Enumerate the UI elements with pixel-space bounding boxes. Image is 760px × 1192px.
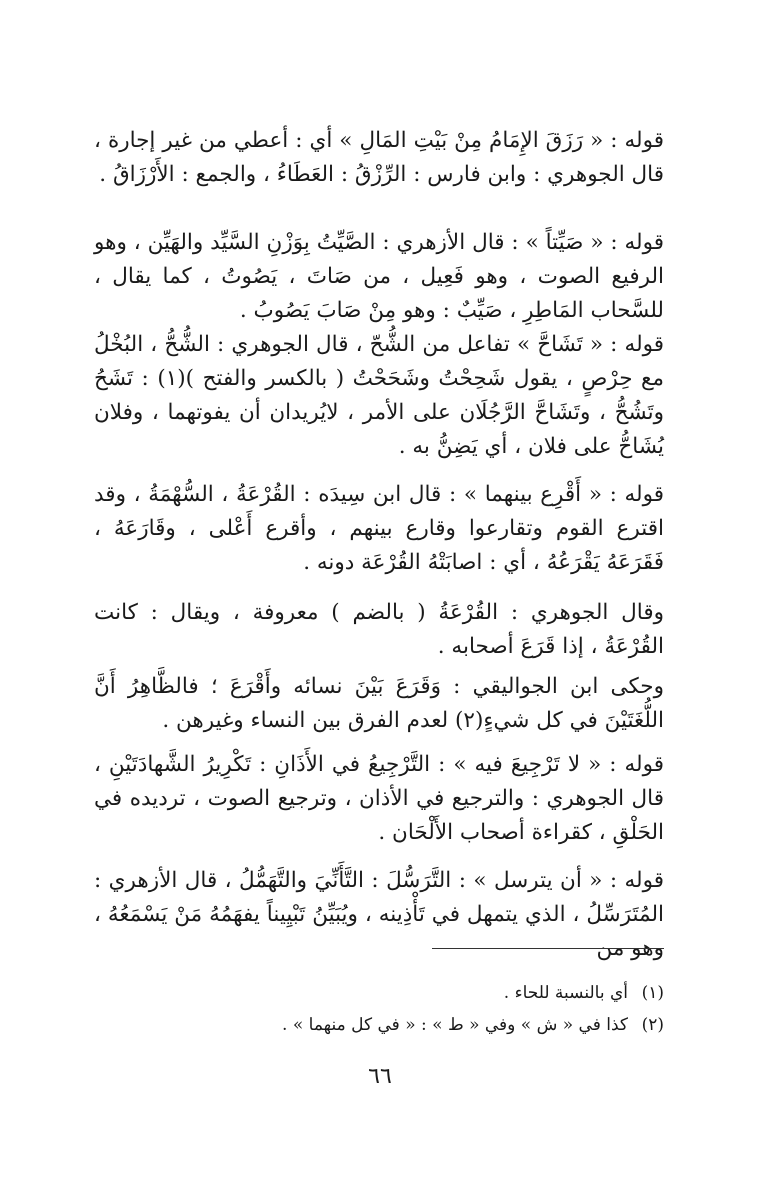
footnote-number: (١) — [641, 983, 664, 1003]
paragraph-5: وقال الجوهري : القُرْعَةُ ( بالضم ) معروفة ، ويقال : كانت القُرْعَةُ ، إذا قَرَعَ أصحابه . — [94, 600, 664, 659]
footnote-text: كذا في « ش » وفي « ط » : « في كل منهما » . — [282, 1015, 628, 1035]
paragraph-8: قوله : « أن يترسل » : التَّرَسُّلَ : التَّأَنِّيَ والتَّهَمُّلُ ، قال الأزهري : المُتَرَسِّلُ ، الذي يتمهل في تَأْذِينه ، ويُبَيِّنُ تَبْيِيناً يفهَمُهُ مَنْ يَسْمَعُهُ ، وهو من — [94, 868, 664, 961]
footnote-number: (٢) — [641, 1015, 664, 1035]
paragraph-7: قوله : « لا تَرْجِيعَ فيه » : التَّرْجِيعُ في الأَذَانِ : تَكْرِيرُ الشَّهادَتَيْنِ ، قال الجوهري : والترجيع في الأذان ، وترجيع الصوت ، ترديده في الحَلْقِ ، كقراءة أصحاب الأَلْحَان . — [94, 752, 664, 845]
footnote-text: أي بالنسبة للحاء . — [503, 983, 628, 1003]
paragraph-3: قوله : « تَشَاحَّ » تفاعل من الشُّحّ ، قال الجوهري : الشُّحُّ ، البُخْلُ مع حِرْصٍ ، يقول شَحِحْتُ وشَحَحْتُ ( بالكسر والفتح )(١) : تَشَحُ وتَشُحُّ ، وتَشَاحَّ الرَّجُلَان على الأمر ، لايُريدان أن يفوتهما ، وفلان يُشَاحُّ على فلان ، أي يَضِنُّ به . — [94, 332, 665, 459]
page-number: ٦٦ — [368, 1064, 392, 1089]
paragraph-2: قوله : « صَيِّتاً » : قال الأزهري : الصَّيِّتُ بِوَزْنِ السَّيِّد والهَيِّن ، وهو الرفيع الصوت ، وهو فَعِيل ، من صَاتَ ، يَصُوتُ ، كما يقال ، للسَّحاب المَاطِرِ ، صَيِّبٌ : وهو مِنْ صَابَ يَصُوبُ . — [94, 230, 664, 323]
footnote-separator — [432, 948, 664, 949]
paragraph-1: قوله : « رَزَقَ الإِمَامُ مِنْ بَيْتِ المَالِ » أي : أعطي من غير إجارة ، قال الجوهري : وابن فارس : الرِّزْقُ : العَطَاءُ ، والجمع : الأَرْزَاقُ . — [94, 128, 664, 187]
footnote-2 — [282, 1012, 664, 1038]
paragraph-6: وحكى ابن الجواليقي : وَقَرَعَ بَيْنَ نسائه وأَقْرَعَ ؛ فالظَّاهِرُ أَنَّ اللُّغَتَيْنَ في كل شيءٍ(٢) لعدم الفرق بين النساء وغيرهن . — [94, 674, 664, 733]
paragraph-4: قوله : « أَقْرِع بينهما » : قال ابن سِيدَه : القُرْعَةُ ، السُّهْمَةُ ، وقد اقترع القوم وتقارعوا وقارع بينهم ، وأقرع أَعْلى ، وقَارَعَهُ ، فَقَرَعَهُ يَقْرَعُهُ ، أي : اصابَتْهُ القُرْعَة دونه . — [94, 482, 664, 575]
footnote-1 — [504, 980, 664, 1006]
